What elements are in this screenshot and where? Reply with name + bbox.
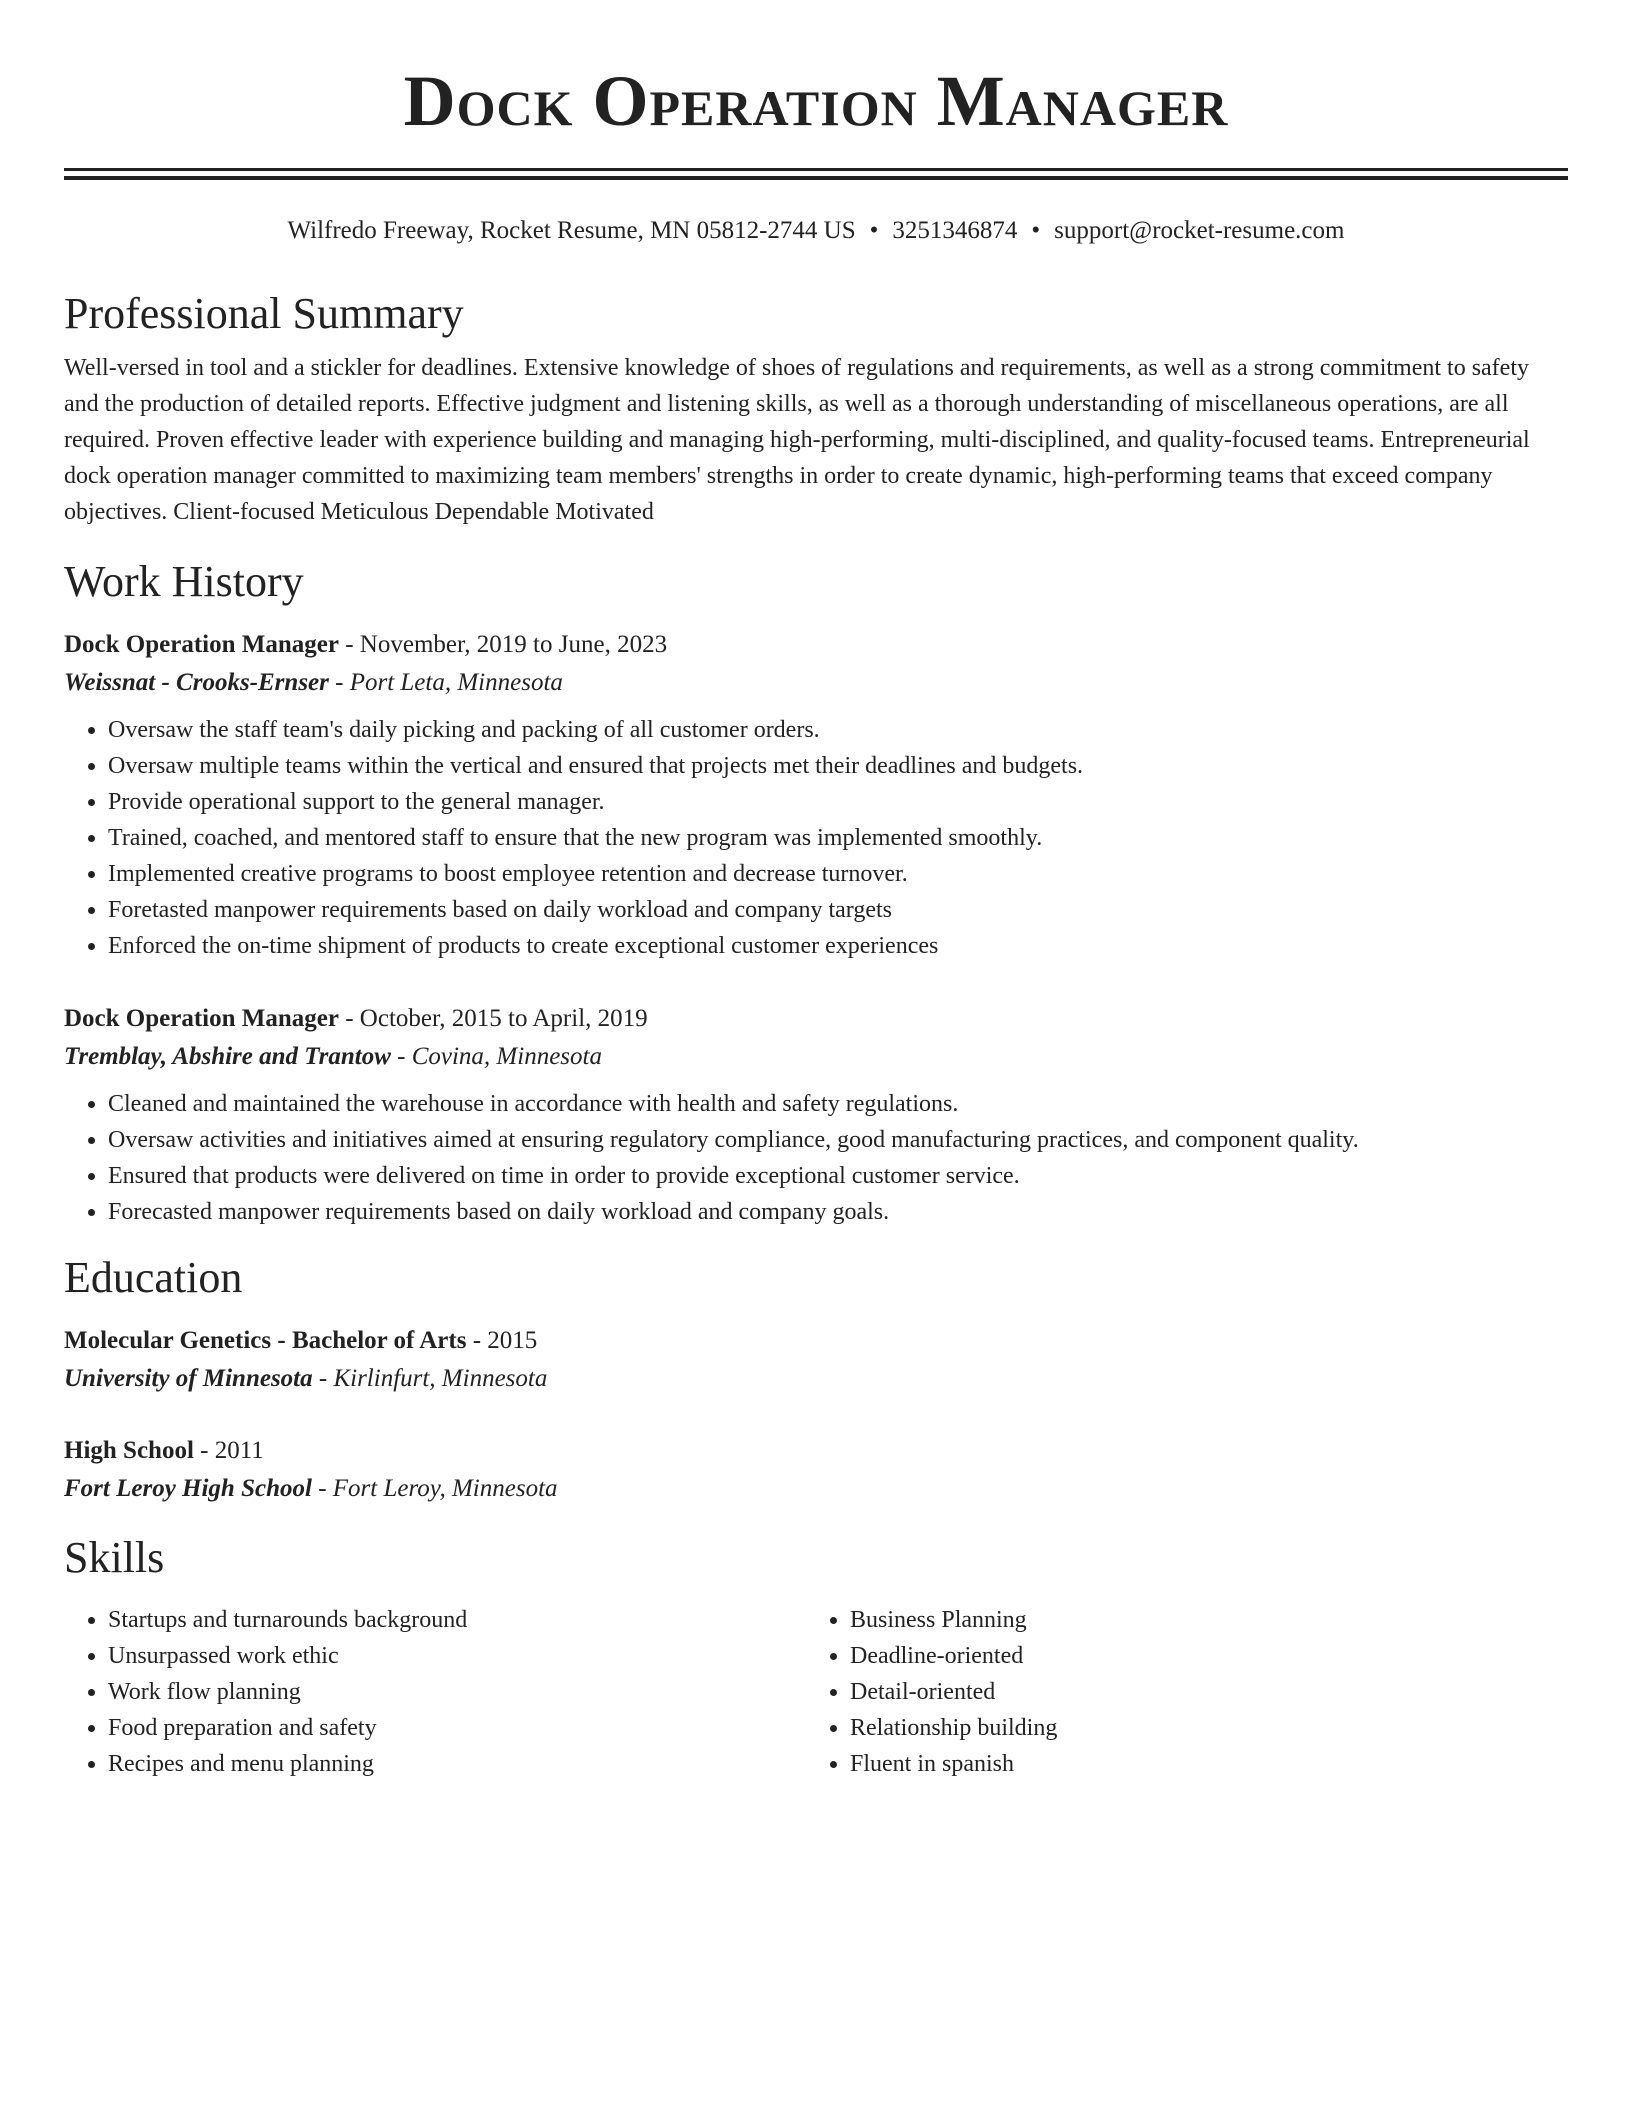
job-entry — [64, 626, 1568, 964]
header-rule-bottom — [64, 176, 1568, 180]
job-entry — [64, 1000, 1568, 1230]
list-item: • Oversaw multiple teams within the vertical and ensured that projects met their deadlines and budgets. — [108, 748, 1568, 784]
list-item: • Oversaw the staff team's daily picking and packing of all customer orders. — [108, 712, 1568, 748]
job-company: Weissnat - Crooks-Ernser — [64, 669, 329, 696]
education-year: - 2015 — [466, 1327, 538, 1354]
contact-phone: 3251346874 — [892, 217, 1018, 244]
list-item: • Ensured that products were delivered on time in order to provide exceptional customer service. — [108, 1158, 1568, 1194]
list-item: • Fluent in spanish — [850, 1746, 1548, 1782]
list-item: • Implemented creative programs to boost employee retention and decrease turnover. — [108, 856, 1568, 892]
list-item: • Unsurpassed work ethic — [108, 1638, 806, 1674]
job-heading — [64, 1000, 1568, 1038]
job-location: - Covina, Minnesota — [390, 1043, 602, 1070]
education-degree: High School — [64, 1437, 194, 1464]
job-dates: - October, 2015 to April, 2019 — [338, 1005, 648, 1032]
education-entry — [64, 1432, 1568, 1508]
section-title-work-history: Work History — [64, 557, 304, 606]
contact-separator: • — [1031, 217, 1041, 244]
skills-column-right — [806, 1602, 1548, 1782]
education-year: - 2011 — [193, 1437, 264, 1464]
list-item: • Oversaw activities and initiatives aimed at ensuring regulatory compliance, good manufacturing practices, and component quality. — [108, 1122, 1568, 1158]
section-title-skills: Skills — [64, 1533, 165, 1582]
job-bullets — [64, 712, 1568, 964]
education-location: - Kirlinfurt, Minnesota — [312, 1365, 548, 1392]
job-bullets — [64, 1086, 1568, 1230]
list-item: • Startups and turnarounds background — [108, 1602, 806, 1638]
education-heading — [64, 1432, 1568, 1470]
job-role: Dock Operation Manager — [64, 1005, 339, 1032]
list-item: • Food preparation and safety — [108, 1710, 806, 1746]
list-item: • Foretasted manpower requirements based on daily workload and company targets — [108, 892, 1568, 928]
contact-line — [64, 216, 1568, 246]
list-item: • Provide operational support to the general manager. — [108, 784, 1568, 820]
section-title-summary: Professional Summary — [64, 289, 464, 338]
job-company-line — [64, 664, 1568, 702]
job-dates: - November, 2019 to June, 2023 — [338, 631, 668, 658]
list-item: • Cleaned and maintained the warehouse in accordance with health and safety regulations. — [108, 1086, 1568, 1122]
list-item: • Trained, coached, and mentored staff to ensure that the new program was implemented smoothly. — [108, 820, 1568, 856]
education-degree: Molecular Genetics - Bachelor of Arts — [64, 1327, 467, 1354]
job-company: Tremblay, Abshire and Trantow — [64, 1043, 391, 1070]
header-rule-top — [64, 168, 1568, 171]
job-location: - Port Leta, Minnesota — [328, 669, 563, 696]
job-company-line — [64, 1038, 1568, 1076]
job-heading — [64, 626, 1568, 664]
education-entry — [64, 1322, 1568, 1398]
skills-columns — [64, 1602, 1568, 1782]
list-item: • Detail-oriented — [850, 1674, 1548, 1710]
list-item: • Forecasted manpower requirements based on daily workload and company goals. — [108, 1194, 1568, 1230]
list-item: • Recipes and menu planning — [108, 1746, 806, 1782]
contact-email: support@rocket-resume.com — [1054, 217, 1345, 244]
section-title-education: Education — [64, 1253, 243, 1302]
list-item: • Enforced the on-time shipment of products to create exceptional customer experiences — [108, 928, 1568, 964]
summary-text: Well-versed in tool and a stickler for deadlines. Extensive knowledge of shoes of regulations and requirements, as well as a strong commitment to safety and the production of detailed reports. Effective judgment and listening skills, as well as a thorough understanding of miscellaneous operations, are all required. Proven effective leader with experience building and managing high-performing, multi-disciplined, and quality-focused teams. Entrepreneurial dock operation manager committed to maximizing team members' strengths in order to create dynamic, high-performing teams that exceed company objectives. Client-focused Meticulous Dependable Motivated — [64, 355, 1530, 525]
contact-address: Wilfredo Freeway, Rocket Resume, MN 05812-2744 US — [287, 217, 856, 244]
skills-list — [64, 1602, 806, 1782]
list-item: • Deadline-oriented — [850, 1638, 1548, 1674]
education-heading — [64, 1322, 1568, 1360]
education-school: Fort Leroy High School — [64, 1475, 312, 1502]
skills-column-left — [64, 1602, 806, 1782]
education-school-line — [64, 1470, 1568, 1508]
resume-name: Dock Operation Manager — [403, 61, 1229, 141]
education-school: University of Minnesota — [64, 1365, 313, 1392]
skills-list — [806, 1602, 1548, 1782]
list-item: • Business Planning — [850, 1602, 1548, 1638]
education-location: - Fort Leroy, Minnesota — [311, 1475, 558, 1502]
list-item: • Relationship building — [850, 1710, 1548, 1746]
list-item: • Work flow planning — [108, 1674, 806, 1710]
job-role: Dock Operation Manager — [64, 631, 339, 658]
education-school-line — [64, 1360, 1568, 1398]
contact-separator: • — [869, 217, 879, 244]
